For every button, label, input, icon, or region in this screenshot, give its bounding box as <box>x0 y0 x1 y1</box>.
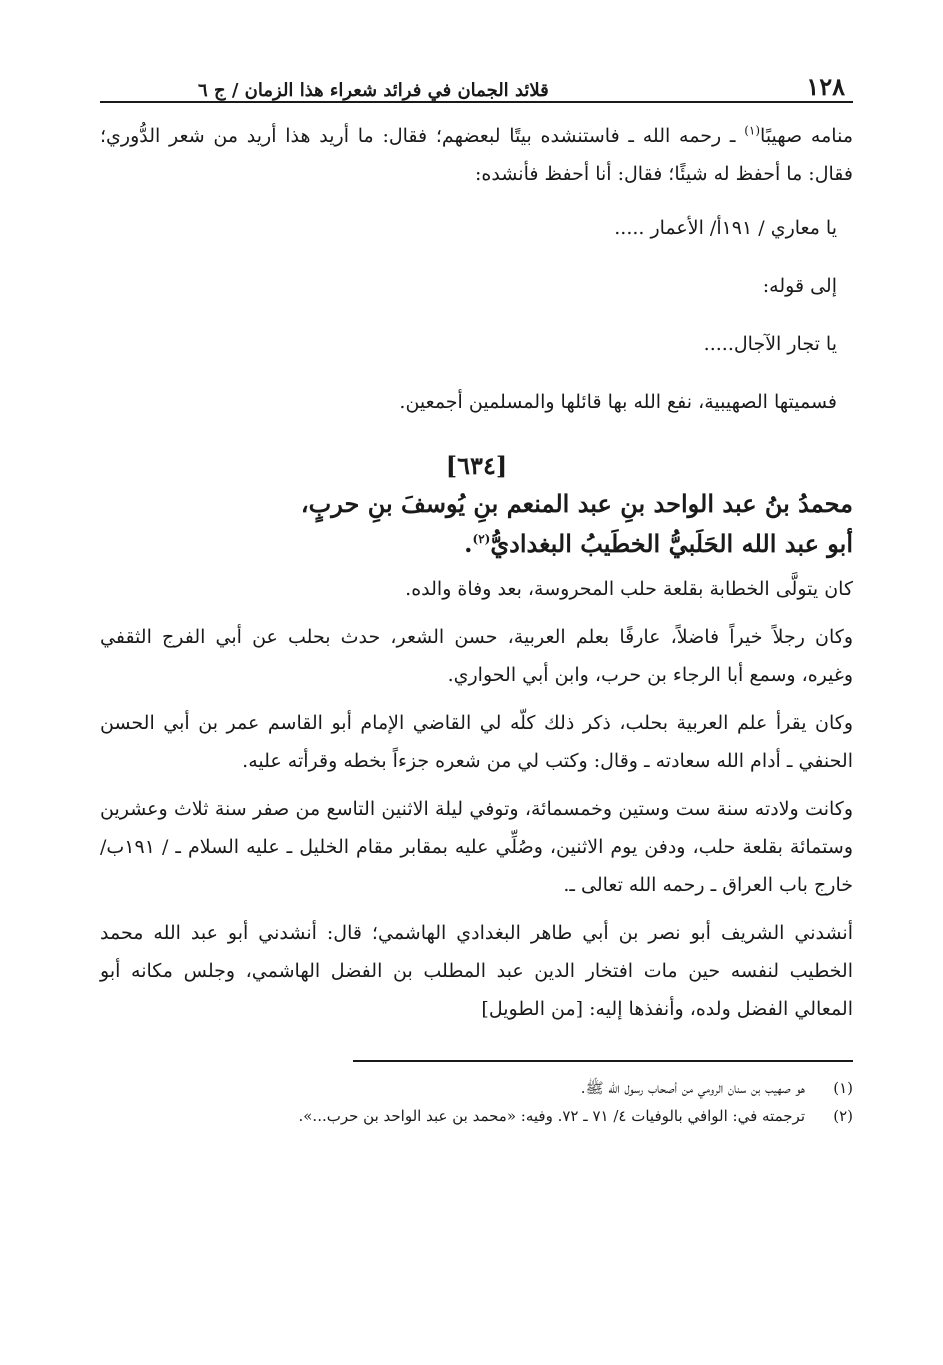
page-number: ١٢٨ <box>806 72 845 101</box>
biography-paragraph: وكان رجلاً خيراً فاضلاً، عارفًا بعلم العربية، حسن الشعر، حدث بحلب عن أبي الفرج الثقفي وغيره، وسمع أبا الرجاء بن حرب، وابن أبي الحواري. <box>100 626 853 686</box>
closing-line: فسميتها الصهيبية، نفع الله بها قائلها والمسلمين أجمعين. <box>399 391 837 413</box>
entry-name-line-2-wrap <box>100 524 853 564</box>
footnote-item <box>100 1074 853 1102</box>
intro-text-start: منامه صهيبًا <box>760 125 853 147</box>
footnote-text: هو صهيب بن سنان الرومي من أصحاب رسول الله ﷺ. <box>580 1079 805 1097</box>
footnote-item <box>100 1102 853 1130</box>
verse-line-1: يا معاري / ١٩١أ/ الأعمار ..... <box>614 217 837 239</box>
running-header <box>100 55 853 103</box>
intro-paragraph <box>100 117 853 193</box>
footnote-text: ترجمته في: الوافي بالوفيات ٤/ ٧١ ـ ٧٢. وفيه: «محمد بن عبد الواحد بن حرب...». <box>298 1107 805 1125</box>
book-page <box>100 55 853 1305</box>
biography-paragraph: كان يتولَّى الخطابة بقلعة حلب المحروسة، بعد وفاة والده. <box>405 578 853 600</box>
footnote-divider <box>353 1060 853 1062</box>
biography-paragraph: وكانت ولادته سنة ست وستين وخمسمائة، وتوفي ليلة الاثنين التاسع من صفر سنة ثلاث وعشرين وستمائة بقلعة حلب، ودفن يوم الاثنين، وصُلِّي عليه بمقابر مقام الخليل ـ عليه السلام ـ / ١٩١ب/ خارج باب العراق ـ رحمه الله تعالى ـ. <box>100 798 853 896</box>
footnotes <box>100 1074 853 1130</box>
intro-text-end: ـ رحمه الله ـ فاستنشده بيتًا لبعضهم؛ فقال: ما أريد هذا أريد من شعر الدُّوري؛ فقال: ما أحفظ له شيئًا؛ فقال: أنا أحفظ فأنشده: <box>100 125 853 185</box>
verse-transition: إلى قوله: <box>762 275 837 297</box>
footnote-ref-2: (٢) <box>472 532 491 546</box>
entry-number: [٦٣٤] <box>445 451 508 480</box>
verse-line-2: يا تجار الآجال..... <box>703 333 837 355</box>
footnote-ref-1: (١) <box>744 123 761 138</box>
footnote-number: (١) <box>833 1079 853 1097</box>
footnote-number: (٢) <box>833 1107 853 1125</box>
entry-name-line-1: محمدُ بنُ عبد الواحد بنِ عبد المنعم بنِ يُوسفَ بنِ حربٍ، <box>300 489 853 518</box>
entry-name-end: . <box>464 529 473 558</box>
book-title: قلائد الجمان في فرائد شعراء هذا الزمان / ج ٦ <box>198 80 549 101</box>
biography-paragraph: أنشدني الشريف أبو نصر بن أبي طاهر البغدادي الهاشمي؛ قال: أنشدني أبو عبد الله محمد الخطيب لنفسه حين مات افتخار الدين عبد المطلب بن الفضل الهاشمي، وجلس مكانه أبو المعالي الفضل ولده، وأنفذها إليه: [من الطويل] <box>100 922 853 1020</box>
biography-paragraph: وكان يقرأ علم العربية بحلب، ذكر ذلك كلّه لي القاضي الإمام أبو القاسم عمر بن أبي الحسن الحنفي ـ أدام الله سعادته ـ وقال: وكتب لي من شعره جزءاً بخطه وقرأته عليه. <box>100 712 853 772</box>
entry-heading <box>100 484 853 564</box>
entry-name-line-2: أبو عبد الله الحَلَبيُّ الخطَيبُ البغداديُّ <box>490 529 853 558</box>
